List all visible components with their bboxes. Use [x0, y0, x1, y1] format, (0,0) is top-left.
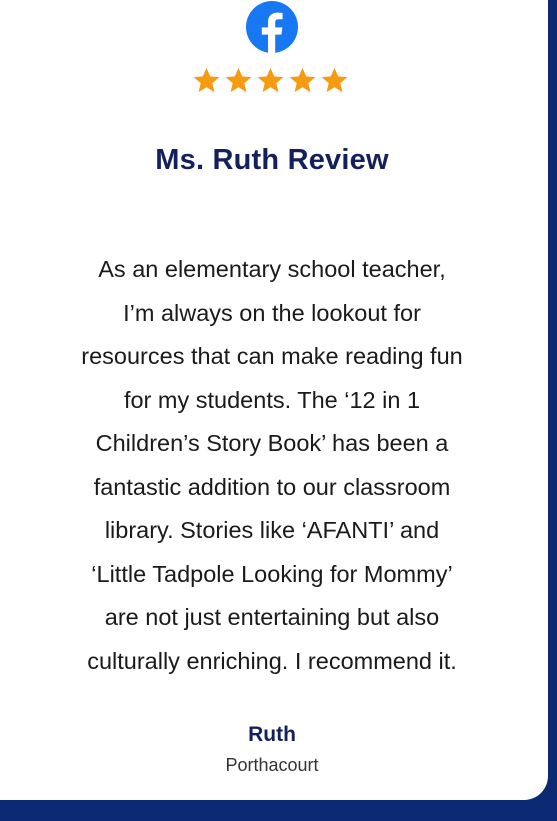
star-icon — [288, 66, 317, 95]
review-line: Children’s Story Book’ has been a — [95, 430, 449, 456]
review-line: I’m always on the lookout for — [123, 299, 421, 326]
star-icon — [256, 66, 285, 95]
review-line: are not just entertaining but also — [104, 604, 440, 630]
review-line: As an elementary school teacher, — [98, 256, 446, 282]
reviewer-location: Porthacourt — [225, 755, 319, 775]
review-line: for my students. The ‘12 in 1 — [123, 386, 421, 413]
review-line: library. Stories like ‘AFANTI’ and — [104, 517, 440, 543]
star-icon — [224, 66, 253, 95]
star-icon — [320, 66, 349, 95]
review-line: fantastic addition to our classroom — [93, 473, 451, 500]
reviewer-name: Ruth — [248, 723, 296, 746]
review-text — [30, 248, 514, 683]
review-line: culturally enriching. I recommend it. — [87, 647, 457, 674]
review-line: ‘Little Tadpole Looking for Mommy’ — [91, 560, 453, 587]
review-line: resources that can make reading fun — [81, 343, 463, 369]
star-icon — [192, 66, 221, 95]
star-rating — [192, 66, 352, 98]
review-title: Ms. Ruth Review — [155, 144, 389, 176]
facebook-icon[interactable] — [246, 1, 298, 53]
